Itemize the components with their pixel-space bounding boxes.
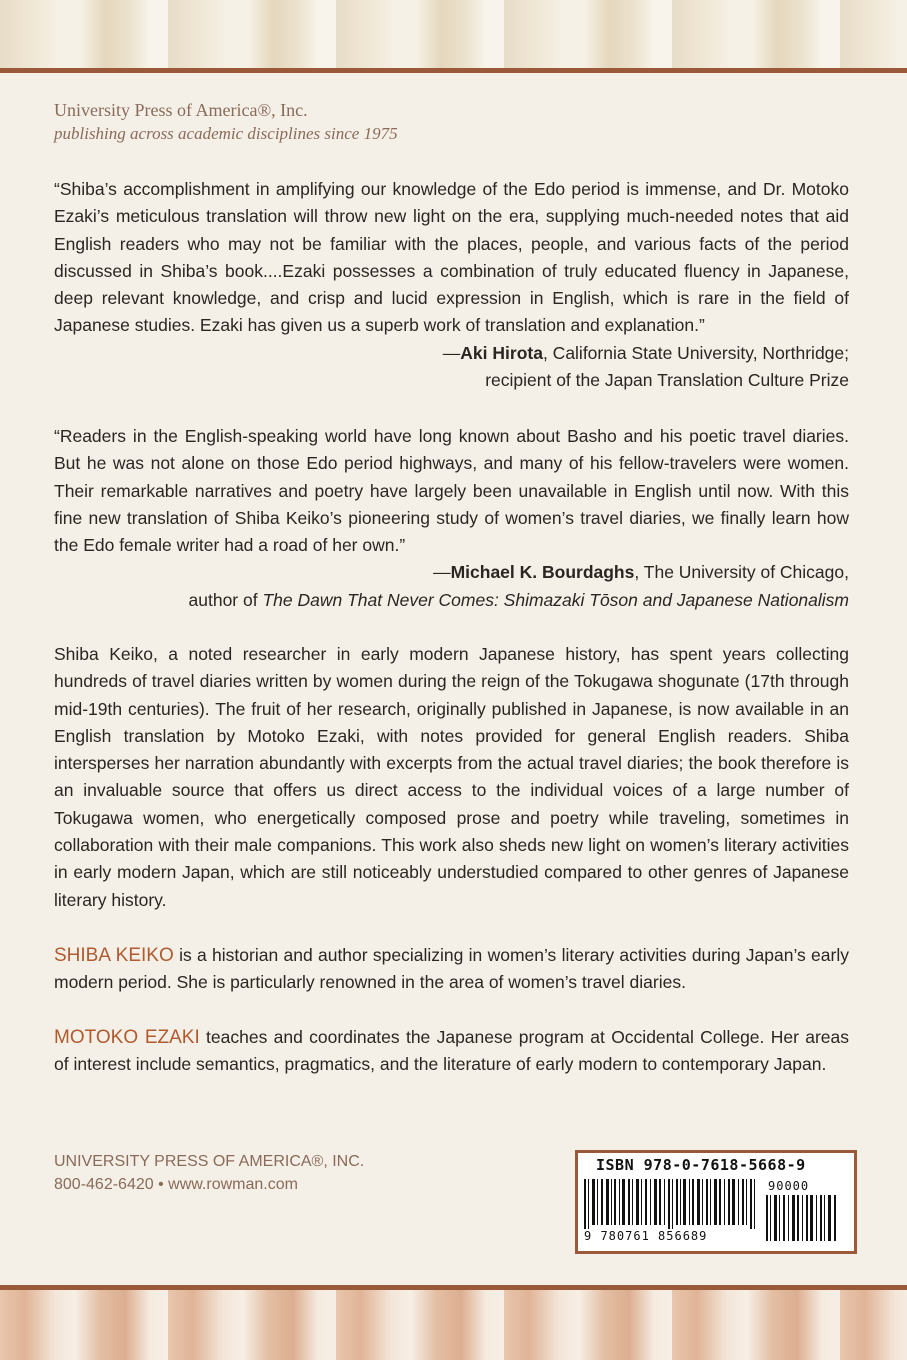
quote-attribution: —Michael K. Bourdaghs, The University of Chicago, bbox=[433, 562, 849, 583]
footer-publisher bbox=[54, 1150, 364, 1196]
isbn-number: ISBN 978-0-7618-5668-9 bbox=[596, 1156, 806, 1174]
translator-bio-text: teaches and coordinates the Japanese program at Occidental College. Her areas of interest include semantics, pragmatics, and the literature of early modern to contemporary Japan. bbox=[54, 1027, 849, 1075]
price-barcode-icon bbox=[766, 1195, 840, 1241]
quote-affiliation: , California State University, Northridge; bbox=[542, 342, 849, 363]
isbn-barcode bbox=[575, 1150, 857, 1254]
quote-attribution: —Aki Hirota, California State University, Northridge; bbox=[442, 342, 849, 363]
book-title: The Dawn That Never Comes: Shimazaki Tōson and Japanese Nationalism bbox=[262, 589, 849, 610]
quote-author: Michael K. Bourdaghs bbox=[450, 562, 635, 583]
footer-contact: 800-462-6420 • www.rowman.com bbox=[54, 1176, 298, 1193]
endorsement-quote-1 bbox=[54, 176, 849, 394]
quote-affiliation: , The University of Chicago, bbox=[634, 562, 849, 583]
barcode-digits: 9 780761 856689 bbox=[584, 1229, 708, 1243]
barcode-bars-icon bbox=[584, 1179, 762, 1229]
book-description: Shiba Keiko, a noted researcher in early modern Japanese history, has spent years collecting hundreds of travel diaries written by women during the reign of the Tokugawa shogunate (17th through mid-19th centuries). The fruit of her research, originally published in Japanese, is now available in an English translation by Motoko Ezaki, with notes provided for general English readers. Shiba intersperses her narration abundantly with excerpts from the actual travel diaries; the book therefore is an invaluable source that offers us direct access to the individual voices of a large number of Tokugawa women, who energetically composed prose and poetry while traveling, sometimes in collaboration with their male companions. This work also sheds new light on women’s literary activities in early modern Japan, which are still noticeably understudied compared to other genres of Japanese literary history. bbox=[54, 644, 849, 910]
quote-text: “Readers in the English-speaking world have long known about Basho and his poetic travel diaries. But he was not alone on those Edo period highways, and many of his fellow-travelers were women. Their remarkable narratives and poetry have largely been unavailable in English until now. With this fine new translation of Shiba Keiko’s pioneering study of women’s travel diaries, we finally learn how the Edo female writer had a road of her own.” bbox=[54, 426, 849, 556]
footer-publisher-name: UNIVERSITY PRESS OF AMERICA®, INC. bbox=[54, 1153, 365, 1170]
author-bio bbox=[54, 942, 849, 997]
quote-note: recipient of the Japan Translation Culture Prize bbox=[485, 370, 849, 391]
quote-author: Aki Hirota bbox=[460, 342, 543, 363]
author-bio-text: is a historian and author specializing in women’s literary activities during Japan’s early modern period. She is particularly renowned in the area of women’s travel diaries. bbox=[54, 945, 849, 993]
top-stripe-band bbox=[0, 0, 907, 68]
author-name: SHIBA KEIKO bbox=[54, 945, 174, 966]
endorsement-quote-2 bbox=[54, 423, 849, 614]
quote-note: author of The Dawn That Never Comes: Shimazaki Tōson and Japanese Nationalism bbox=[188, 589, 849, 610]
publisher-name: University Press of America®, Inc. bbox=[54, 100, 308, 120]
price-code: 90000 bbox=[768, 1179, 810, 1193]
translator-bio bbox=[54, 1024, 849, 1079]
top-rule bbox=[0, 68, 907, 73]
bottom-stripe-band bbox=[0, 1290, 907, 1360]
publisher-tagline: publishing across academic disciplines since 1975 bbox=[54, 124, 398, 143]
publisher-header bbox=[54, 98, 398, 146]
translator-name: MOTOKO EZAKI bbox=[54, 1027, 200, 1048]
quote-text: “Shiba’s accomplishment in amplifying our knowledge of the Edo period is immense, and Dr. Motoko Ezaki’s meticulous translation will throw new light on the era, supplying much-needed notes that aid English readers who may not be familiar with the places, people, and various facts of the period discussed in Shiba’s book....Ezaki possesses a combination of truly educated fluency in Japanese, deep relevant knowledge, and crisp and lucid expression in English, which is rare in the field of Japanese studies. Ezaki has given us a superb work of translation and explanation.” bbox=[54, 179, 849, 336]
